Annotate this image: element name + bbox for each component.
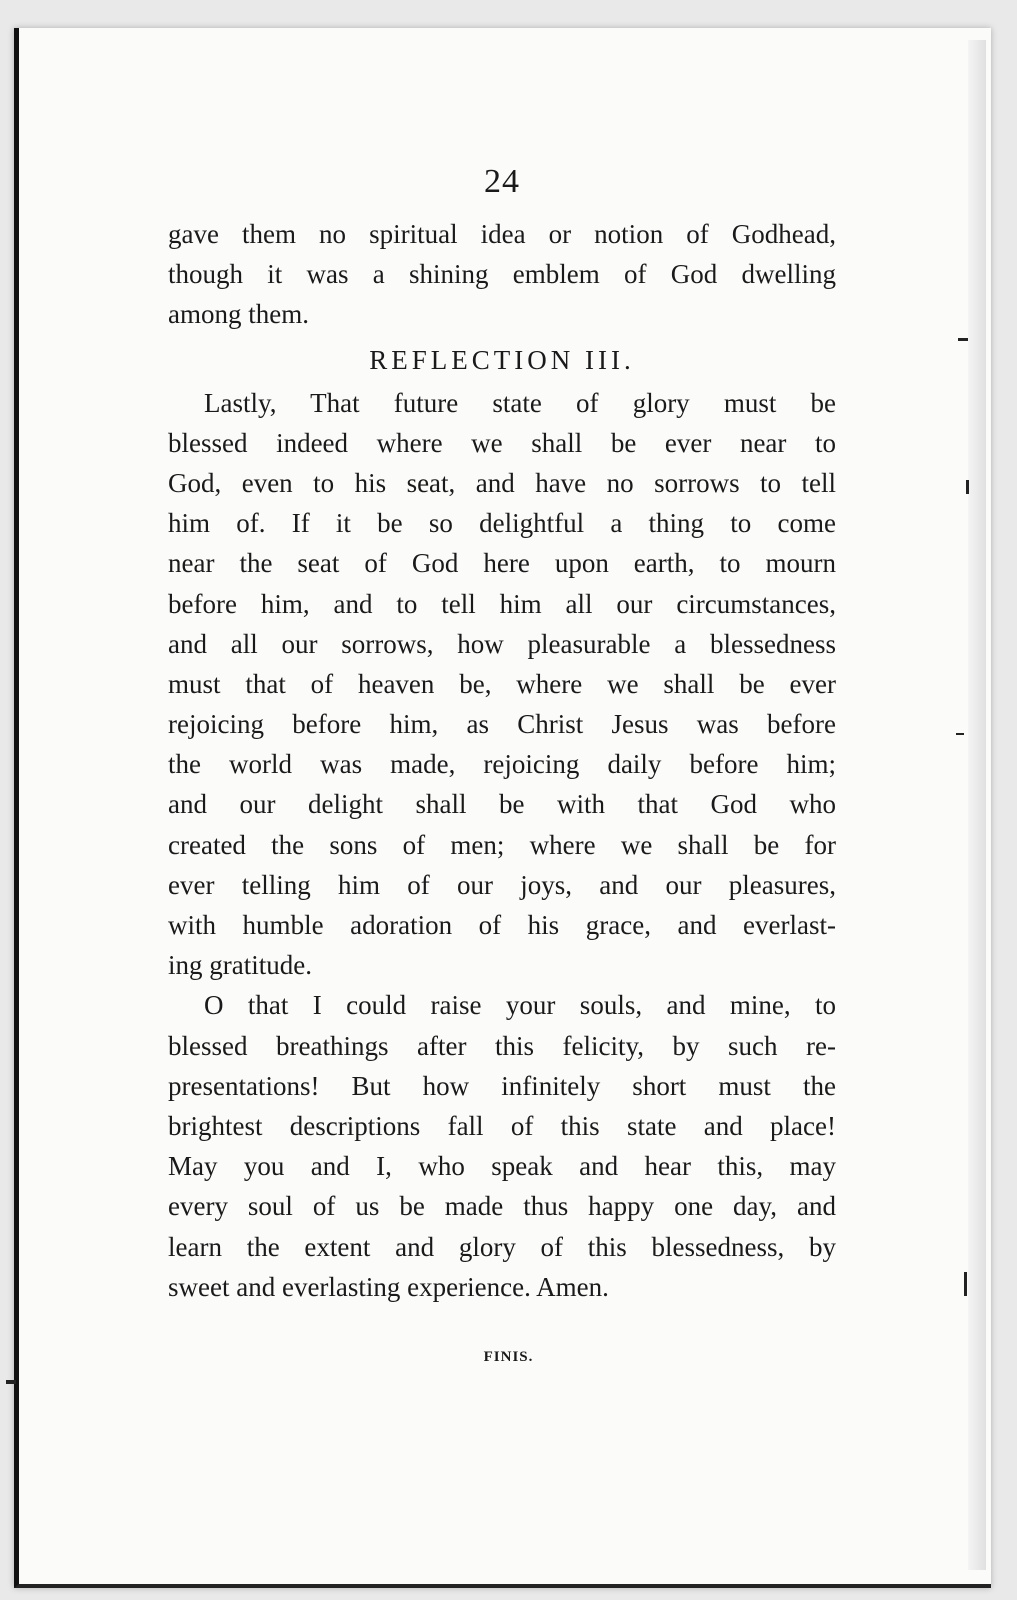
page-text	[168, 160, 836, 1307]
text-line: gave them no spiritual idea or notion of Godhead,	[168, 219, 836, 249]
text-line: him of. If it be so delightful a thing to come	[168, 508, 836, 539]
text-line: brightest descriptions fall of this state and place!	[168, 1110, 836, 1141]
section-heading: REFLECTION III.	[369, 344, 635, 375]
text-line: May you and I, who speak and hear this, may	[168, 1151, 836, 1182]
text-line: and all our sorrows, how pleasurable a blessedness	[168, 628, 836, 659]
paragraph-2	[168, 985, 836, 1307]
text-line: sweet and everlasting experience. Amen.	[168, 1271, 609, 1302]
text-line: rejoicing before him, as Christ Jesus was before	[168, 709, 836, 740]
continuation-paragraph	[168, 214, 836, 335]
text-line: ing gratitude.	[168, 950, 312, 981]
text-line: ever telling him of our joys, and our pleasures,	[168, 869, 836, 900]
ink-speck	[964, 1272, 967, 1296]
text-line: every soul of us be made thus happy one day, and	[168, 1191, 836, 1222]
text-line: O that I could raise your souls, and mine, to	[204, 990, 836, 1021]
text-line: Lastly, That future state of glory must be	[204, 387, 836, 418]
ink-speck	[6, 1380, 16, 1384]
text-line: must that of heaven be, where we shall be ever	[168, 668, 836, 699]
text-line: near the seat of God here upon earth, to mourn	[168, 548, 836, 579]
paragraph-1	[168, 383, 836, 986]
text-line: and our delight shall be with that God who	[168, 789, 836, 820]
text-line: learn the extent and glory of this blessedness, by	[168, 1231, 836, 1262]
ink-speck	[956, 733, 964, 735]
text-line: though it was a shining emblem of God dwelling	[168, 259, 836, 290]
finis-mark: FINIS.	[483, 1349, 534, 1365]
text-line: before him, and to tell him all our circumstances,	[168, 588, 836, 619]
ink-speck	[958, 338, 968, 341]
page-edge	[968, 40, 986, 1570]
ink-speck	[966, 480, 969, 494]
page-number: 24	[484, 163, 520, 200]
text-line: presentations! But how infinitely short must the	[168, 1070, 836, 1101]
text-line: blessed indeed where we shall be ever near to	[168, 427, 836, 458]
text-line: created the sons of men; where we shall be for	[168, 829, 836, 860]
text-line: with humble adoration of his grace, and everlast-	[168, 910, 836, 940]
text-line: blessed breathings after this felicity, by such re-	[168, 1030, 836, 1061]
text-line: God, even to his seat, and have no sorrows to tell	[168, 467, 836, 498]
text-line: the world was made, rejoicing daily before him;	[168, 749, 836, 780]
text-line: among them.	[168, 299, 309, 330]
